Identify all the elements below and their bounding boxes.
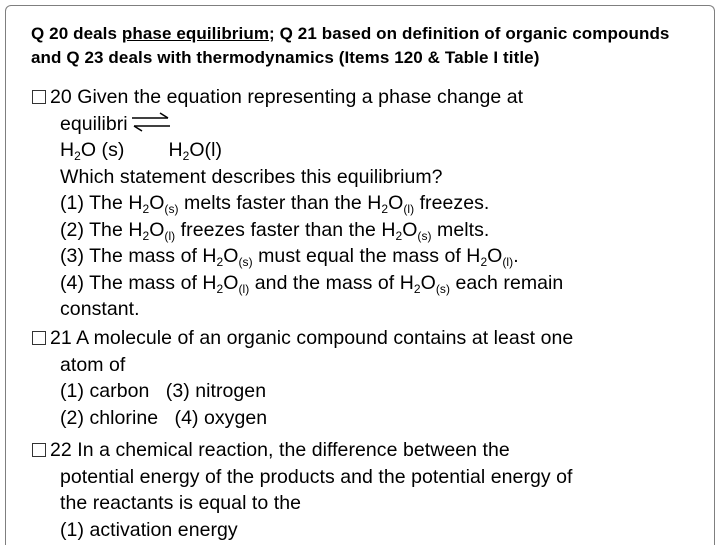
opt3-state2: (l): [502, 255, 514, 269]
q22-text: 22 In a chemical reaction, the difference between the: [50, 439, 510, 461]
checkbox-icon: [32, 331, 46, 345]
opt2-sub2: 2: [142, 228, 150, 243]
opt2-b: freezes faster than the H: [175, 218, 396, 241]
q20-option-1: (1) The $H_2O_{(s)}$ melts faster than the $H_2O_{(l)}$ freezes.: [60, 192, 490, 216]
opt1-a: (1) The H: [60, 192, 143, 214]
q21-stem-line: [32, 325, 712, 352]
q21-text: 21 A molecule of an organic compound contains at least one: [50, 327, 574, 349]
q20-stem: Given the equation representing a phase change at: [77, 86, 524, 108]
opt2-a: (2) The H: [60, 218, 143, 241]
opt4-a: (4) The mass of H: [60, 271, 217, 294]
q22-stem-line3: the reactants is equal to the: [60, 492, 302, 514]
q20-option-2: (2) The $H_2O_{(l)}$ freezes faster than the $H_2O_{(s)}$ melts.: [60, 218, 490, 243]
eq-left-tail: O (s): [80, 139, 125, 161]
opt1-sub2: 2: [142, 202, 150, 216]
opt3-sub2: 2: [216, 255, 224, 269]
question-21: [32, 325, 712, 431]
q20-stem-line2: equilibri: [60, 112, 128, 135]
opt2-state2: (s): [417, 228, 432, 243]
q21-options-row2: (2) chlorine (4) oxygen: [60, 406, 268, 429]
opt4-state2: (s): [435, 281, 450, 296]
opt2-sub2b: 2: [395, 228, 403, 243]
opt1-c: freezes.: [414, 192, 490, 214]
heading-part1: Q 20 deals: [31, 24, 122, 43]
opt4-b: and the mass of H: [249, 271, 414, 294]
q20-question: Which statement describes this equilibrium?: [60, 165, 443, 188]
opt1-b: melts faster than the H: [178, 192, 382, 214]
opt1-sub2b: 2: [381, 202, 389, 216]
opt3-sub2b: 2: [480, 255, 488, 269]
opt2-state1: (l): [164, 228, 176, 243]
q20-number: 20: [50, 86, 72, 108]
opt3-a: (3) The mass of H: [60, 245, 217, 267]
opt3-b: must equal the mass of H: [252, 245, 481, 267]
eq-right-h: H: [168, 139, 183, 161]
checkbox-icon: [32, 90, 46, 104]
opt3-c: .: [513, 245, 519, 267]
opt4-state1: (l): [238, 281, 250, 296]
heading-underlined: phase equilibrium: [121, 24, 270, 43]
slide-heading: [31, 22, 701, 70]
q22-stem-line2: potential energy of the products and the potential energy of: [60, 465, 573, 488]
q21-options-row1: (1) carbon (3) nitrogen: [60, 380, 267, 402]
opt1-state2: (l): [403, 202, 415, 216]
eq-right-tail: O(l): [189, 139, 223, 161]
opt4-sub2: 2: [216, 281, 224, 296]
q22-option-1: (1) activation energy: [60, 518, 238, 541]
equilibrium-arrows-icon: [130, 112, 172, 132]
opt1-state1: (s): [164, 202, 179, 216]
q22-stem-line: [32, 437, 712, 464]
opt3-state1: (s): [238, 255, 253, 269]
eq-left-sub: 2: [74, 149, 81, 163]
question-22: [32, 437, 712, 543]
eq-left-h: H: [60, 139, 75, 161]
opt4-c: each remain: [450, 271, 564, 294]
opt2-c: melts.: [431, 218, 490, 241]
q20-stem-line: [32, 84, 712, 111]
q21-stem-line2: atom of: [60, 353, 126, 376]
q20-option-3: (3) The mass of $H_2O_{(s)}$ must equal the mass of $H_2O_{(l)}$.: [60, 245, 519, 269]
eq-right-sub: 2: [182, 149, 190, 163]
q20-option-4-cont: constant.: [60, 298, 140, 320]
q20-option-4: (4) The mass of $H_2O_{(l)}$ and the mass of $H_2O_{(s)}$ each remain: [60, 271, 564, 296]
heading-part3: ; Q 21 based on definition of organic compounds and Q 23 deals with thermodynamics (Items 120 & Table I title): [31, 24, 670, 67]
q20-equation: [32, 137, 712, 164]
opt4-sub2b: 2: [413, 281, 421, 296]
checkbox-icon: [32, 443, 46, 457]
